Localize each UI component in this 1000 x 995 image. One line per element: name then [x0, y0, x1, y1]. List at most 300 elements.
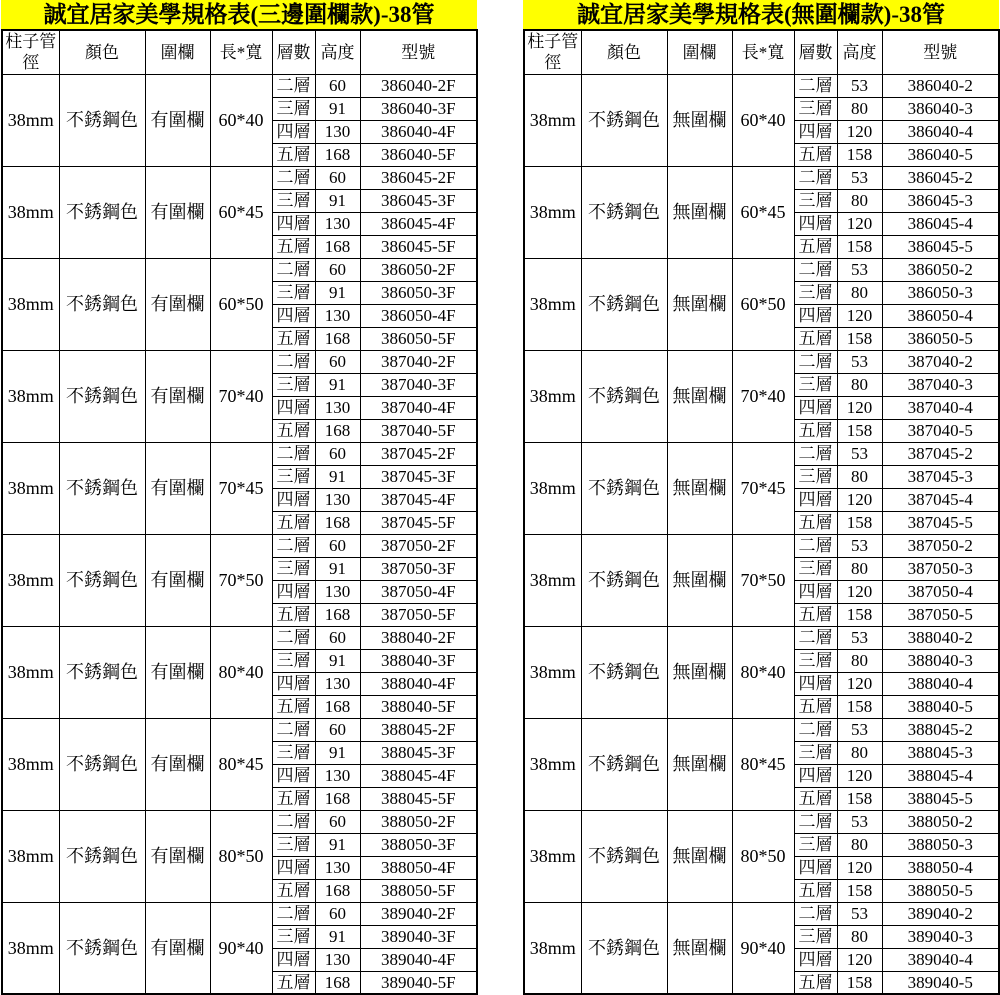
- layers-cell: 五層: [794, 971, 837, 994]
- pipe-diameter-cell: 38mm: [2, 626, 59, 718]
- layers-cell: 五層: [794, 327, 837, 350]
- model-cell: 389040-3F: [360, 925, 477, 948]
- height-cell: 80: [837, 97, 882, 120]
- layers-cell: 五層: [794, 511, 837, 534]
- layers-cell: 五層: [272, 695, 315, 718]
- fence-cell: 無圍欄: [667, 534, 732, 626]
- model-cell: 388045-2: [882, 718, 999, 741]
- fence-cell: 無圍欄: [667, 258, 732, 350]
- height-cell: 168: [315, 143, 360, 166]
- layers-cell: 四層: [794, 580, 837, 603]
- height-cell: 53: [837, 810, 882, 833]
- color-cell: 不銹鋼色: [59, 442, 145, 534]
- model-cell: 389040-5: [882, 971, 999, 994]
- model-cell: 387050-4F: [360, 580, 477, 603]
- height-cell: 60: [315, 350, 360, 373]
- height-cell: 158: [837, 143, 882, 166]
- height-cell: 120: [837, 396, 882, 419]
- model-cell: 388045-4F: [360, 764, 477, 787]
- height-cell: 91: [315, 557, 360, 580]
- model-cell: 387050-3F: [360, 557, 477, 580]
- fence-cell: 有圍欄: [145, 166, 210, 258]
- layers-cell: 二層: [794, 258, 837, 281]
- height-cell: 130: [315, 120, 360, 143]
- height-cell: 91: [315, 833, 360, 856]
- height-cell: 130: [315, 948, 360, 971]
- column-header: 顏色: [581, 30, 667, 74]
- height-cell: 80: [837, 925, 882, 948]
- column-header: 柱子管徑: [524, 30, 581, 74]
- height-cell: 80: [837, 373, 882, 396]
- height-cell: 120: [837, 488, 882, 511]
- model-cell: 388040-3F: [360, 649, 477, 672]
- layers-cell: 二層: [794, 442, 837, 465]
- pipe-diameter-cell: 38mm: [524, 902, 581, 994]
- model-cell: 386050-3F: [360, 281, 477, 304]
- height-cell: 53: [837, 258, 882, 281]
- height-cell: 60: [315, 810, 360, 833]
- layers-cell: 四層: [272, 672, 315, 695]
- fence-cell: 有圍欄: [145, 902, 210, 994]
- layers-cell: 五層: [272, 327, 315, 350]
- layers-cell: 四層: [794, 764, 837, 787]
- color-cell: 不銹鋼色: [59, 534, 145, 626]
- height-cell: 91: [315, 97, 360, 120]
- column-header: 高度: [315, 30, 360, 74]
- pipe-diameter-cell: 38mm: [524, 718, 581, 810]
- layers-cell: 五層: [272, 879, 315, 902]
- color-cell: 不銹鋼色: [581, 810, 667, 902]
- model-cell: 389040-5F: [360, 971, 477, 994]
- height-cell: 130: [315, 212, 360, 235]
- pipe-diameter-cell: 38mm: [2, 718, 59, 810]
- column-header: 長*寬: [732, 30, 794, 74]
- model-cell: 388050-5: [882, 879, 999, 902]
- height-cell: 158: [837, 695, 882, 718]
- layers-cell: 三層: [272, 741, 315, 764]
- height-cell: 168: [315, 695, 360, 718]
- model-cell: 386040-4: [882, 120, 999, 143]
- table-title: 誠宜居家美學規格表(無圍欄款)-38管: [523, 0, 999, 29]
- model-cell: 387040-2F: [360, 350, 477, 373]
- color-cell: 不銹鋼色: [581, 902, 667, 994]
- layers-cell: 二層: [794, 350, 837, 373]
- size-cell: 60*50: [210, 258, 272, 350]
- size-cell: 60*45: [210, 166, 272, 258]
- layers-cell: 二層: [794, 902, 837, 925]
- height-cell: 120: [837, 120, 882, 143]
- spec-grid: [523, 29, 1000, 995]
- layers-cell: 五層: [794, 235, 837, 258]
- size-cell: 70*40: [732, 350, 794, 442]
- pipe-diameter-cell: 38mm: [2, 258, 59, 350]
- height-cell: 168: [315, 879, 360, 902]
- height-cell: 120: [837, 948, 882, 971]
- layers-cell: 三層: [272, 281, 315, 304]
- layers-cell: 二層: [272, 534, 315, 557]
- color-cell: 不銹鋼色: [581, 350, 667, 442]
- layers-cell: 三層: [794, 925, 837, 948]
- height-cell: 120: [837, 580, 882, 603]
- layers-cell: 五層: [794, 603, 837, 626]
- layers-cell: 二層: [272, 626, 315, 649]
- table-row: [2, 902, 477, 925]
- height-cell: 53: [837, 166, 882, 189]
- layers-cell: 三層: [794, 373, 837, 396]
- layers-cell: 四層: [272, 764, 315, 787]
- size-cell: 70*45: [210, 442, 272, 534]
- pipe-diameter-cell: 38mm: [2, 810, 59, 902]
- column-header: 層數: [272, 30, 315, 74]
- fence-cell: 無圍欄: [667, 626, 732, 718]
- pipe-diameter-cell: 38mm: [524, 626, 581, 718]
- height-cell: 53: [837, 350, 882, 373]
- model-cell: 386040-3: [882, 97, 999, 120]
- height-cell: 120: [837, 764, 882, 787]
- layers-cell: 三層: [794, 649, 837, 672]
- height-cell: 53: [837, 74, 882, 97]
- column-header: 層數: [794, 30, 837, 74]
- column-header: 高度: [837, 30, 882, 74]
- color-cell: 不銹鋼色: [581, 258, 667, 350]
- model-cell: 386045-3: [882, 189, 999, 212]
- height-cell: 130: [315, 672, 360, 695]
- model-cell: 388050-5F: [360, 879, 477, 902]
- model-cell: 388040-2: [882, 626, 999, 649]
- layers-cell: 二層: [794, 810, 837, 833]
- layers-cell: 三層: [272, 189, 315, 212]
- layers-cell: 三層: [794, 833, 837, 856]
- model-cell: 388040-4: [882, 672, 999, 695]
- fence-cell: 有圍欄: [145, 718, 210, 810]
- size-cell: 70*45: [732, 442, 794, 534]
- fence-cell: 無圍欄: [667, 442, 732, 534]
- height-cell: 80: [837, 465, 882, 488]
- height-cell: 91: [315, 373, 360, 396]
- fence-cell: 無圍欄: [667, 902, 732, 994]
- column-header: 圍欄: [667, 30, 732, 74]
- model-cell: 386040-3F: [360, 97, 477, 120]
- table-row: [524, 442, 999, 465]
- pipe-diameter-cell: 38mm: [2, 350, 59, 442]
- layers-cell: 四層: [794, 948, 837, 971]
- header-row: [524, 30, 999, 74]
- layers-cell: 五層: [272, 511, 315, 534]
- color-cell: 不銹鋼色: [59, 718, 145, 810]
- model-cell: 387045-4: [882, 488, 999, 511]
- color-cell: 不銹鋼色: [581, 534, 667, 626]
- height-cell: 158: [837, 879, 882, 902]
- layers-cell: 三層: [272, 465, 315, 488]
- height-cell: 130: [315, 488, 360, 511]
- size-cell: 80*45: [732, 718, 794, 810]
- model-cell: 387045-4F: [360, 488, 477, 511]
- height-cell: 168: [315, 787, 360, 810]
- fence-cell: 無圍欄: [667, 74, 732, 166]
- layers-cell: 二層: [272, 350, 315, 373]
- height-cell: 168: [315, 603, 360, 626]
- layers-cell: 二層: [272, 74, 315, 97]
- column-header: 型號: [360, 30, 477, 74]
- layers-cell: 二層: [272, 810, 315, 833]
- model-cell: 386050-5F: [360, 327, 477, 350]
- height-cell: 60: [315, 258, 360, 281]
- column-header: 柱子管徑: [2, 30, 59, 74]
- size-cell: 60*40: [732, 74, 794, 166]
- size-cell: 60*40: [210, 74, 272, 166]
- color-cell: 不銹鋼色: [59, 350, 145, 442]
- layers-cell: 四層: [272, 120, 315, 143]
- model-cell: 388045-2F: [360, 718, 477, 741]
- model-cell: 387050-4: [882, 580, 999, 603]
- fence-cell: 有圍欄: [145, 350, 210, 442]
- model-cell: 386050-4: [882, 304, 999, 327]
- size-cell: 80*40: [732, 626, 794, 718]
- layers-cell: 三層: [794, 189, 837, 212]
- size-cell: 80*40: [210, 626, 272, 718]
- model-cell: 388045-4: [882, 764, 999, 787]
- height-cell: 91: [315, 281, 360, 304]
- pipe-diameter-cell: 38mm: [2, 74, 59, 166]
- model-cell: 388045-3: [882, 741, 999, 764]
- pipe-diameter-cell: 38mm: [2, 534, 59, 626]
- model-cell: 388050-4F: [360, 856, 477, 879]
- model-cell: 387045-2: [882, 442, 999, 465]
- color-cell: 不銹鋼色: [581, 442, 667, 534]
- model-cell: 386045-3F: [360, 189, 477, 212]
- layers-cell: 四層: [272, 580, 315, 603]
- pipe-diameter-cell: 38mm: [524, 74, 581, 166]
- layers-cell: 三層: [272, 649, 315, 672]
- height-cell: 168: [315, 511, 360, 534]
- model-cell: 388045-5: [882, 787, 999, 810]
- layers-cell: 三層: [794, 557, 837, 580]
- table-row: [2, 626, 477, 649]
- layers-cell: 三層: [272, 557, 315, 580]
- layers-cell: 四層: [794, 120, 837, 143]
- table-row: [524, 258, 999, 281]
- height-cell: 130: [315, 856, 360, 879]
- layers-cell: 五層: [272, 971, 315, 994]
- height-cell: 80: [837, 189, 882, 212]
- model-cell: 387040-3F: [360, 373, 477, 396]
- model-cell: 387040-5F: [360, 419, 477, 442]
- table-row: [524, 74, 999, 97]
- model-cell: 386045-4F: [360, 212, 477, 235]
- table-row: [524, 350, 999, 373]
- table-row: [524, 718, 999, 741]
- height-cell: 53: [837, 534, 882, 557]
- pipe-diameter-cell: 38mm: [2, 442, 59, 534]
- model-cell: 388040-3: [882, 649, 999, 672]
- height-cell: 60: [315, 718, 360, 741]
- height-cell: 158: [837, 327, 882, 350]
- layers-cell: 四層: [272, 304, 315, 327]
- height-cell: 80: [837, 741, 882, 764]
- height-cell: 158: [837, 971, 882, 994]
- table-title: 誠宜居家美學規格表(三邊圍欄款)-38管: [1, 0, 477, 29]
- height-cell: 80: [837, 281, 882, 304]
- column-header: 長*寬: [210, 30, 272, 74]
- size-cell: 70*50: [210, 534, 272, 626]
- height-cell: 120: [837, 672, 882, 695]
- layers-cell: 五層: [272, 143, 315, 166]
- height-cell: 53: [837, 902, 882, 925]
- height-cell: 130: [315, 580, 360, 603]
- fence-cell: 有圍欄: [145, 74, 210, 166]
- height-cell: 60: [315, 626, 360, 649]
- pipe-diameter-cell: 38mm: [524, 534, 581, 626]
- model-cell: 387045-3F: [360, 465, 477, 488]
- model-cell: 387040-5: [882, 419, 999, 442]
- model-cell: 386045-4: [882, 212, 999, 235]
- model-cell: 386050-4F: [360, 304, 477, 327]
- height-cell: 60: [315, 166, 360, 189]
- layers-cell: 五層: [794, 695, 837, 718]
- spec-table-unfenced: [523, 0, 999, 995]
- height-cell: 80: [837, 649, 882, 672]
- pipe-diameter-cell: 38mm: [524, 258, 581, 350]
- model-cell: 386040-5: [882, 143, 999, 166]
- spec-grid: [1, 29, 478, 995]
- layers-cell: 二層: [272, 166, 315, 189]
- model-cell: 387050-3: [882, 557, 999, 580]
- model-cell: 386050-5: [882, 327, 999, 350]
- pipe-diameter-cell: 38mm: [524, 810, 581, 902]
- model-cell: 388040-4F: [360, 672, 477, 695]
- model-cell: 389040-3: [882, 925, 999, 948]
- model-cell: 388050-4: [882, 856, 999, 879]
- layers-cell: 二層: [794, 74, 837, 97]
- table-row: [2, 718, 477, 741]
- size-cell: 80*50: [732, 810, 794, 902]
- height-cell: 60: [315, 534, 360, 557]
- height-cell: 91: [315, 649, 360, 672]
- table-row: [2, 74, 477, 97]
- table-row: [2, 534, 477, 557]
- layers-cell: 二層: [272, 442, 315, 465]
- table-row: [524, 902, 999, 925]
- layers-cell: 五層: [272, 787, 315, 810]
- model-cell: 387045-3: [882, 465, 999, 488]
- model-cell: 387040-2: [882, 350, 999, 373]
- table-row: [524, 166, 999, 189]
- layers-cell: 三層: [794, 281, 837, 304]
- column-header: 型號: [882, 30, 999, 74]
- color-cell: 不銹鋼色: [581, 626, 667, 718]
- layers-cell: 三層: [272, 373, 315, 396]
- layers-cell: 三層: [272, 925, 315, 948]
- layers-cell: 四層: [794, 212, 837, 235]
- height-cell: 158: [837, 603, 882, 626]
- fence-cell: 無圍欄: [667, 810, 732, 902]
- model-cell: 389040-2: [882, 902, 999, 925]
- model-cell: 386040-2F: [360, 74, 477, 97]
- layers-cell: 三層: [794, 741, 837, 764]
- height-cell: 120: [837, 304, 882, 327]
- height-cell: 168: [315, 419, 360, 442]
- table-row: [524, 626, 999, 649]
- pipe-diameter-cell: 38mm: [524, 442, 581, 534]
- layers-cell: 二層: [794, 626, 837, 649]
- height-cell: 80: [837, 833, 882, 856]
- size-cell: 80*50: [210, 810, 272, 902]
- layers-cell: 二層: [272, 258, 315, 281]
- model-cell: 387040-4: [882, 396, 999, 419]
- model-cell: 387050-2: [882, 534, 999, 557]
- model-cell: 389040-2F: [360, 902, 477, 925]
- model-cell: 388050-2F: [360, 810, 477, 833]
- height-cell: 158: [837, 419, 882, 442]
- layers-cell: 三層: [794, 97, 837, 120]
- model-cell: 386050-2F: [360, 258, 477, 281]
- model-cell: 386050-3: [882, 281, 999, 304]
- height-cell: 120: [837, 212, 882, 235]
- model-cell: 386045-2F: [360, 166, 477, 189]
- model-cell: 388040-5: [882, 695, 999, 718]
- model-cell: 386045-5: [882, 235, 999, 258]
- fence-cell: 有圍欄: [145, 810, 210, 902]
- layers-cell: 四層: [794, 672, 837, 695]
- pipe-diameter-cell: 38mm: [2, 902, 59, 994]
- height-cell: 130: [315, 304, 360, 327]
- layers-cell: 四層: [794, 856, 837, 879]
- height-cell: 53: [837, 718, 882, 741]
- height-cell: 91: [315, 741, 360, 764]
- height-cell: 80: [837, 557, 882, 580]
- layers-cell: 三層: [794, 465, 837, 488]
- size-cell: 70*40: [210, 350, 272, 442]
- height-cell: 130: [315, 396, 360, 419]
- table-row: [524, 810, 999, 833]
- layers-cell: 四層: [272, 396, 315, 419]
- layers-cell: 四層: [272, 488, 315, 511]
- table-row: [2, 810, 477, 833]
- color-cell: 不銹鋼色: [59, 74, 145, 166]
- height-cell: 168: [315, 235, 360, 258]
- size-cell: 60*45: [732, 166, 794, 258]
- size-cell: 60*50: [732, 258, 794, 350]
- model-cell: 389040-4F: [360, 948, 477, 971]
- model-cell: 387040-4F: [360, 396, 477, 419]
- layers-cell: 三層: [272, 97, 315, 120]
- model-cell: 388050-3: [882, 833, 999, 856]
- fence-cell: 無圍欄: [667, 350, 732, 442]
- layers-cell: 五層: [794, 879, 837, 902]
- color-cell: 不銹鋼色: [59, 902, 145, 994]
- model-cell: 387045-5F: [360, 511, 477, 534]
- pipe-diameter-cell: 38mm: [524, 166, 581, 258]
- spec-table-fenced: [1, 0, 477, 995]
- fence-cell: 有圍欄: [145, 258, 210, 350]
- fence-cell: 有圍欄: [145, 442, 210, 534]
- layers-cell: 五層: [794, 143, 837, 166]
- model-cell: 386050-2: [882, 258, 999, 281]
- model-cell: 386040-4F: [360, 120, 477, 143]
- height-cell: 158: [837, 235, 882, 258]
- layers-cell: 四層: [272, 856, 315, 879]
- color-cell: 不銹鋼色: [581, 166, 667, 258]
- table-row: [2, 442, 477, 465]
- table-row: [2, 258, 477, 281]
- layers-cell: 二層: [794, 534, 837, 557]
- layers-cell: 五層: [794, 787, 837, 810]
- model-cell: 387050-2F: [360, 534, 477, 557]
- model-cell: 387050-5F: [360, 603, 477, 626]
- layers-cell: 四層: [272, 212, 315, 235]
- color-cell: 不銹鋼色: [59, 626, 145, 718]
- size-cell: 80*45: [210, 718, 272, 810]
